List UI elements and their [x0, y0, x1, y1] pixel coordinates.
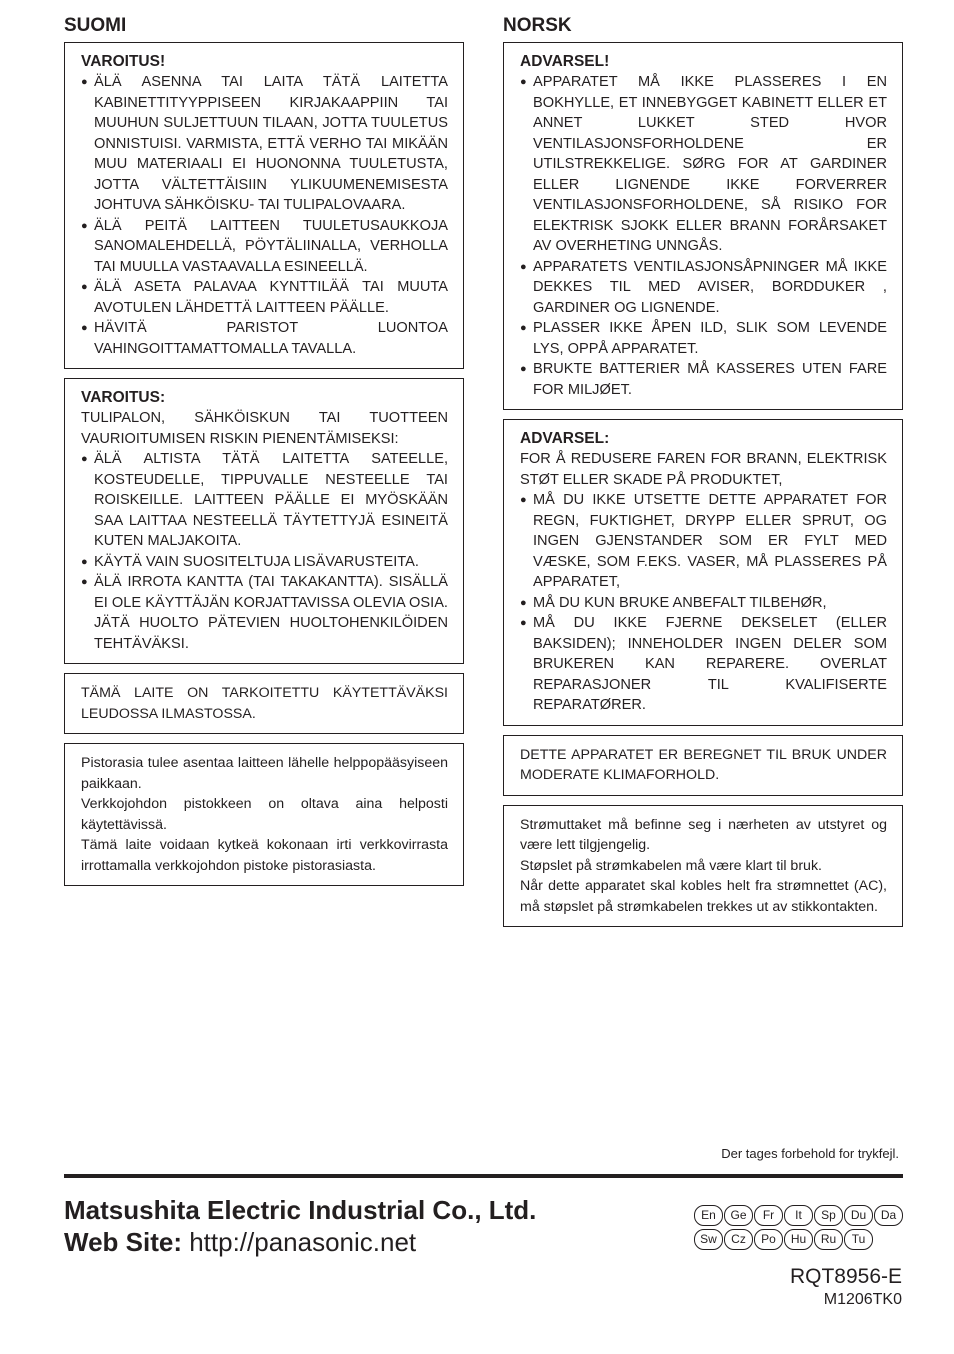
company-name: Matsushita Electric Industrial Co., Ltd.	[64, 1195, 537, 1225]
language-badge: Sw	[694, 1229, 723, 1250]
language-row	[694, 1205, 908, 1226]
warning-list	[520, 72, 887, 400]
socket-note: Tämä laite voidaan kytkeä kokonaan irti verkkovirrasta irrottamalla verkkojohdon pistoke pistorasiasta.	[81, 837, 448, 874]
socket-note: Når dette apparatet skal kobles helt fra strømnettet (AC), må støpslet på strømkabelen trekkes ut av stikkontakten.	[520, 878, 887, 915]
language-badge: Ru	[814, 1229, 843, 1250]
warning-intro: FOR Å REDUSERE FAREN FOR BRANN, ELEKTRISK STØT ELLER SKADE PÅ PRODUKTET,	[520, 451, 887, 488]
print-errors-note: Der tages forbehold for trykfejl.	[721, 1146, 899, 1161]
socket-note: Verkkojohdon pistokkeen on oltava aina helposti käytettävissä.	[81, 796, 448, 833]
warning-item: ● MÅ DU IKKE FJERNE DEKSELET (ELLER BAKSIDEN); INNEHOLDER INGEN DELER SOM BRUKEREN KAN REPARERE. OVERLAT REPARASJONER TIL KVALIFISERTE REPARATØRER.	[520, 613, 887, 716]
language-badge: Tu	[844, 1229, 873, 1250]
warning-title: ADVARSEL:	[520, 430, 610, 447]
model-number: RQT8956-E	[789, 1265, 902, 1288]
warning-list	[81, 72, 448, 359]
language-badge: Du	[844, 1205, 873, 1226]
suomi-climate-box	[64, 673, 464, 734]
language-badge: Po	[754, 1229, 783, 1250]
norsk-socket-box	[503, 805, 903, 928]
warning-title: ADVARSEL!	[520, 53, 610, 70]
language-badge: En	[694, 1205, 723, 1226]
website-label: Web Site:	[64, 1227, 182, 1257]
language-row	[694, 1229, 908, 1250]
warning-item: ● ÄLÄ ASENNA TAI LAITA TÄTÄ LAITETTA KABINETTITYYPPISEEN KIRJAKAAPPIIN TAI MUUHUN SULJETTUUN TILAAN, JOTTA TUULETUS ONNISTUISI. VARMISTA, ETTÄ VERHO TAI MIKÄÄN MUU MATERIAALI EI HUONONNA TUULETUSTA, JOTTA VÄLTETTÄISIIN YLIKUUMENEMISESTA JOHTUVA SÄHKÖISKU- TAI TULIPALOVAARA.	[81, 72, 448, 216]
warning-list	[520, 490, 887, 716]
socket-note: Strømuttaket må befinne seg i nærheten av utstyret og være lett tilgjengelig.	[520, 816, 887, 853]
warning-item: ● ÄLÄ PEITÄ LAITTEEN TUULETUSAUKKOJA SANOMALEHDELLÄ, PÖYTÄLIINALLA, VERHOLLA TAI MUULLA VASTAAVALLA ESINEELLÄ.	[81, 216, 448, 278]
warning-item: ● APPARATETS VENTILASJONSÅPNINGER MÅ IKKE DEKKES TIL MED AVISER, BORDDUKER , GARDINER OG LIGNENDE.	[520, 257, 887, 319]
warning-item: ● APPARATET MÅ IKKE PLASSERES I EN BOKHYLLE, ET INNEBYGGET KABINETT ELLER ET ANNET LUKKET STED HVOR VENTILASJONSFORHOLDENE ER UTILSTREKKELIGE. SØRG FOR AT GARDINER ELLER LIGNENDE IKKE FORVERRER VENTILASJONSFORHOLDENE, SÅ RISIKO FOR ELEKTRISK SJOKK ELLER BRANN FORÅRSAKET AV OVERHETING UNNGÅS.	[520, 72, 887, 257]
warning-intro: TULIPALON, SÄHKÖISKUN TAI TUOTTEEN VAURIOITUMISEN RISKIN PIENENTÄMISEKSI:	[81, 410, 448, 447]
suomi-heading: SUOMI	[64, 15, 127, 36]
website-url[interactable]: http://panasonic.net	[189, 1227, 417, 1257]
language-badge: Da	[874, 1205, 903, 1226]
warning-item: ● PLASSER IKKE ÅPEN ILD, SLIK SOM LEVENDE LYS, OPPÅ APPARATET.	[520, 318, 887, 359]
socket-note: Pistorasia tulee asentaa laitteen lähelle helppopääsyiseen paikkaan.	[81, 755, 448, 792]
socket-note: Støpslet på strømkabelen må være klart til bruk.	[520, 857, 822, 874]
warning-item: ● ÄLÄ IRROTA KANTTA (TAI TAKAKANTTA). SISÄLLÄ EI OLE KÄYTTÄJÄN KORJATTAVISSA OLEVIA OSIA. JÄTÄ HUOLTO PÄTEVIEN HUOLTOHENKILÖIDEN TEHTÄVÄKSI.	[81, 572, 448, 654]
suomi-warning-box-1	[64, 42, 464, 369]
warning-list	[81, 449, 448, 654]
warning-title: VAROITUS:	[81, 389, 166, 406]
language-badge: Hu	[784, 1229, 813, 1250]
warning-item: ● HÄVITÄ PARISTOT LUONTOA VAHINGOITTAMATTOMALLA TAVALLA.	[81, 318, 448, 359]
suomi-socket-box	[64, 743, 464, 886]
language-badge: Fr	[754, 1205, 783, 1226]
climate-note: DETTE APPARATET ER BEREGNET TIL BRUK UNDER MODERATE KLIMAFORHOLD.	[520, 746, 887, 783]
climate-note: TÄMÄ LAITE ON TARKOITETTU KÄYTETTÄVÄKSI LEUDOSSA ILMASTOSSA.	[81, 685, 448, 722]
norsk-climate-box	[503, 735, 903, 796]
warning-item: ● BRUKTE BATTERIER MÅ KASSERES UTEN FARE FOR MILJØET.	[520, 359, 887, 400]
language-badge: Sp	[814, 1205, 843, 1226]
print-code: M1206TK0	[823, 1291, 902, 1308]
suomi-warning-box-2	[64, 378, 464, 664]
norsk-warning-box-2	[503, 419, 903, 726]
website-line	[64, 1226, 416, 1258]
warning-title: VAROITUS!	[81, 53, 166, 70]
warning-item: ● MÅ DU KUN BRUKE ANBEFALT TILBEHØR,	[520, 593, 887, 614]
warning-item: ● KÄYTÄ VAIN SUOSITELTUJA LISÄVARUSTEITA.	[81, 552, 448, 573]
language-badge: Ge	[724, 1205, 753, 1226]
norsk-warning-box-1	[503, 42, 903, 410]
warning-item: ● ÄLÄ ASETA PALAVAA KYNTTILÄÄ TAI MUUTA AVOTULEN LÄHDETTÄ LAITTEEN PÄÄLLE.	[81, 277, 448, 318]
norsk-heading: NORSK	[503, 15, 572, 36]
language-badge: Cz	[724, 1229, 753, 1250]
warning-item: ● ÄLÄ ALTISTA TÄTÄ LAITETTA SATEELLE, KOSTEUDELLE, TIPPUVALLE NESTEELLE TAI ROISKEILLE. LAITTEEN PÄÄLLE EI MYÖSKÄÄN SAA LAITTAA NESTEELLÄ TÄYTETTYJÄ ESINEITÄ KUTEN MALJAKOITA.	[81, 449, 448, 552]
language-codes	[694, 1205, 908, 1253]
suomi-column	[64, 14, 464, 895]
footer-divider	[64, 1174, 903, 1178]
norsk-column	[503, 14, 903, 936]
language-badge: It	[784, 1205, 813, 1226]
warning-item: ● MÅ DU IKKE UTSETTE DETTE APPARATET FOR REGN, FUKTIGHET, DRYPP ELLER SPRUT, OG INGEN GJENSTANDER SOM ER FYLT MED VÆSKE, SOM F.EKS. VASER, MÅ PLASSERES PÅ APPARATET,	[520, 490, 887, 593]
